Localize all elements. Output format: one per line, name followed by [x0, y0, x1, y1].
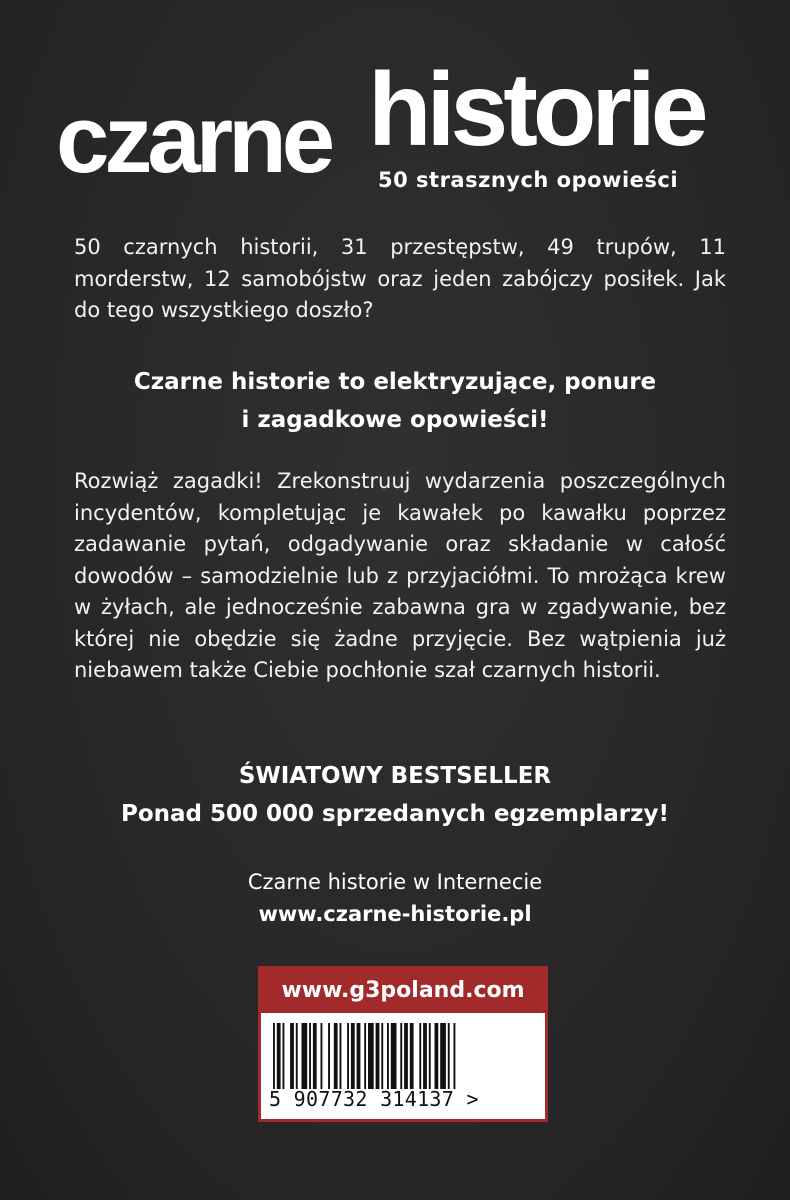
barcode-bar	[309, 1023, 311, 1089]
bestseller-line-2: Ponad 500 000 sprzedanych egzemplarzy!	[120, 801, 669, 827]
barcode-bar	[376, 1023, 380, 1089]
barcode-bar	[290, 1023, 294, 1089]
barcode-bar	[321, 1023, 323, 1089]
logo-word-historie: historie	[368, 52, 704, 168]
bestseller-line-1: ŚWIATOWY BESTSELLER	[238, 763, 552, 789]
barcode-bar	[440, 1023, 446, 1089]
barcode-bar	[391, 1023, 397, 1089]
barcode-bar	[296, 1023, 298, 1089]
barcode-bar	[454, 1023, 456, 1089]
barcode-bar	[283, 1023, 285, 1089]
barcode-bar	[435, 1023, 439, 1089]
website-label: Czarne historie w Internecie	[247, 870, 543, 894]
logo-word-czarne: czarne	[56, 86, 331, 193]
barcode-bar	[328, 1023, 330, 1089]
barcode-bar	[381, 1023, 383, 1089]
barcode-bar	[340, 1023, 342, 1089]
barcode-bar	[273, 1023, 275, 1089]
barcode-bar	[429, 1023, 431, 1089]
barcode-bar	[277, 1023, 281, 1089]
publisher-url: www.g3poland.com	[261, 969, 545, 1013]
logo-subtitle: 50 strasznych opowieści	[378, 168, 679, 192]
title-logo	[0, 0, 790, 200]
barcode-bar	[351, 1023, 355, 1089]
barcode-bar	[419, 1023, 421, 1089]
barcode-panel	[258, 966, 548, 1122]
tagline-line-1: Czarne historie to elektryzujące, ponure	[133, 369, 657, 395]
barcode-bar	[313, 1023, 317, 1089]
barcode-number: 5 907732 314137 >	[269, 1087, 479, 1111]
bestseller-banner	[40, 757, 750, 833]
barcode-bar	[404, 1023, 408, 1089]
barcode-bar	[448, 1023, 450, 1089]
tagline-line-2: i zagadkowe opowieści!	[241, 407, 549, 433]
barcode-bar	[334, 1023, 338, 1089]
barcode-bar	[368, 1023, 374, 1089]
intro-paragraph: 50 czarnych historii, 31 przestępstw, 49 trupów, 11 morderstw, 12 samobójstw oraz jeden zabójczy posiłek. Jak do tego wszystkiego doszło?	[74, 235, 726, 322]
barcode-bar	[410, 1023, 414, 1089]
barcode-bar	[347, 1023, 349, 1089]
barcode-bar	[400, 1023, 402, 1089]
website-url: www.czarne-historie.pl	[258, 902, 532, 926]
barcode-bar	[387, 1023, 389, 1089]
barcode-bar	[302, 1023, 308, 1089]
tagline	[40, 363, 750, 439]
barcode-bar	[423, 1023, 427, 1089]
barcode-bar	[364, 1023, 366, 1089]
barcode-bars	[273, 1023, 535, 1089]
barcode-bar	[357, 1023, 361, 1089]
description-paragraph: Rozwiąż zagadki! Zrekonstruuj wydarzenia poszczególnych incydentów, kompletując je kawałek po kawałku poprzez zadawanie pytań, odgadywanie oraz składanie w całość dowodów – samodzielnie lub z przyjaciółmi. To mrożąca krew w żyłach, ale jednocześnie zabawna gra w zgadywanie, bez której nie obędzie się żadne przyjęcie. Bez wątpienia już niebawem także Ciebie pochłonie szał czarnych historii.	[74, 469, 726, 682]
